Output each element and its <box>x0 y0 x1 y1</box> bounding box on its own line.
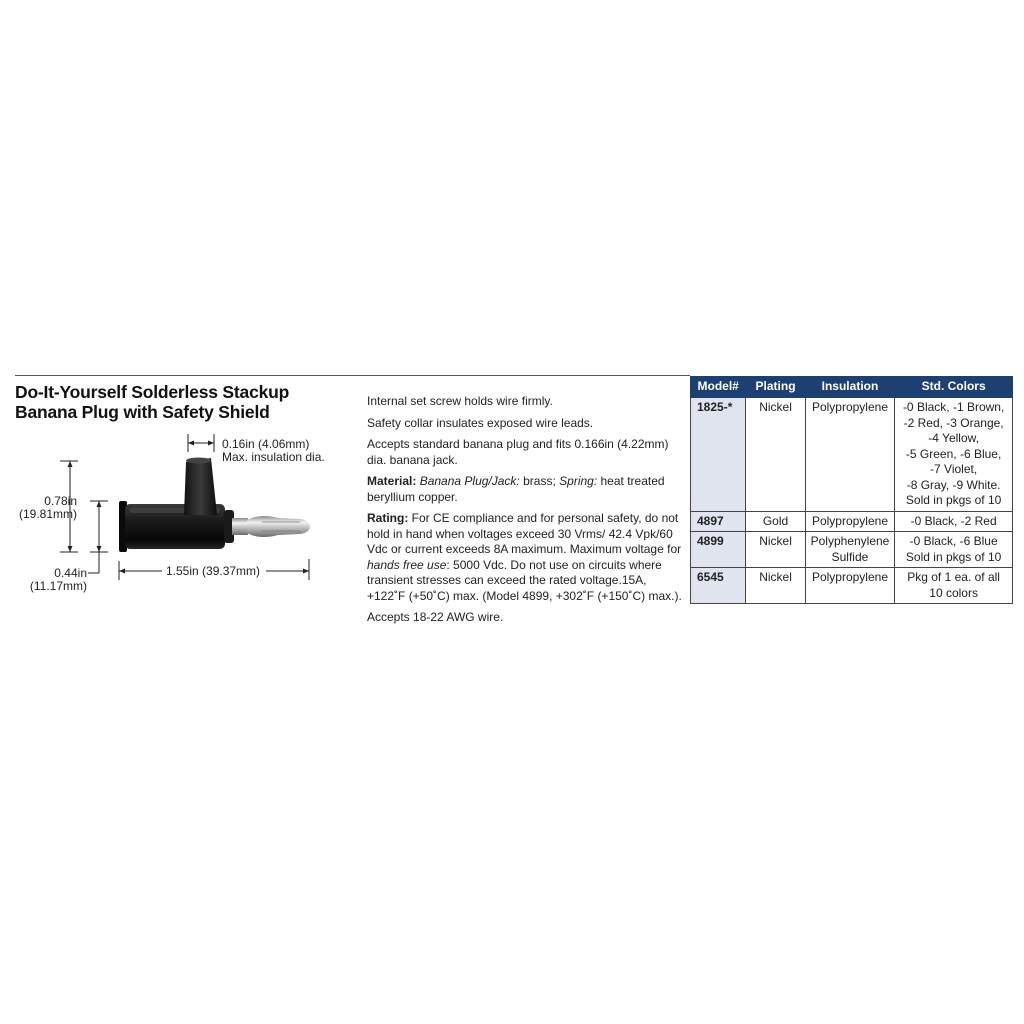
dim-body-height-in: 0.44in <box>54 566 87 580</box>
dim-insulation-dia <box>222 438 325 464</box>
desc-safety-collar: Safety collar insulates exposed wire leads. <box>367 415 594 430</box>
colors-line: -5 Green, -6 Blue, <box>905 446 1002 461</box>
colors-cell <box>895 511 1013 532</box>
dim-insulation-dia-label: Max. insulation dia. <box>222 450 325 464</box>
colors-line: -0 Black, -2 Red <box>910 513 997 528</box>
rating-label: Rating: <box>367 511 409 525</box>
material-spring-label: Spring: <box>559 474 598 488</box>
plating-cell: Nickel <box>746 398 805 512</box>
product-title <box>15 382 365 422</box>
dim-insulation-dia-value: 0.16in (4.06mm) <box>222 437 310 451</box>
section-divider <box>15 375 690 376</box>
desc-rating <box>367 511 682 604</box>
plating-cell: Nickel <box>746 532 805 568</box>
colors-cell <box>895 532 1013 568</box>
dim-body-height-mm: (11.17mm) <box>29 579 87 593</box>
desc-compatibility: Accepts standard banana plug and fits 0.166in (4.22mm) dia. banana jack. <box>367 437 669 467</box>
insulation-line: Polyphenylene <box>810 534 890 548</box>
desc-material <box>367 474 682 505</box>
insulation-cell <box>805 568 895 604</box>
dim-total-height-mm: (19.81mm) <box>18 507 77 521</box>
insulation-line: Polypropylene <box>811 570 888 584</box>
colors-line: -7 Violet, <box>930 462 978 476</box>
dim-total-height-in: 0.78in <box>44 494 77 508</box>
dim-body-height <box>25 567 87 593</box>
table-header-row <box>691 377 1013 398</box>
header-insulation: Insulation <box>805 377 895 398</box>
colors-line: -4 Yellow, <box>928 431 979 445</box>
dim-length: 1.55in (39.37mm) <box>166 564 261 578</box>
header-model: Model# <box>691 377 746 398</box>
material-plug-value: brass; <box>519 474 560 488</box>
dim-total-height <box>17 495 77 521</box>
colors-cell <box>895 568 1013 604</box>
material-plug-label: Banana Plug/Jack: <box>419 474 520 488</box>
desc-set-screw: Internal set screw holds wire firmly. <box>367 394 553 408</box>
table-row <box>691 532 1013 568</box>
colors-line: 10 colors <box>929 585 978 600</box>
product-description <box>367 394 682 632</box>
desc-awg: Accepts 18-22 AWG wire. <box>367 610 504 624</box>
insulation-line: Polypropylene <box>811 513 888 528</box>
colors-line: Pkg of 1 ea. of all <box>907 570 1000 584</box>
model-cell: 1825-* <box>691 398 746 512</box>
material-label: Material: <box>367 474 417 488</box>
colors-line: -8 Gray, -9 White. <box>906 477 1001 492</box>
insulation-cell <box>805 398 895 512</box>
plating-cell: Nickel <box>746 568 805 604</box>
specs-table <box>690 376 1013 604</box>
table-row <box>691 568 1013 604</box>
colors-line: -2 Red, -3 Orange, <box>903 415 1004 430</box>
insulation-cell <box>805 532 895 568</box>
title-line-1: Do-It-Yourself Solderless Stackup <box>15 382 290 402</box>
plating-cell: Gold <box>746 511 805 532</box>
colors-line: -0 Black, -6 Blue <box>909 534 998 548</box>
rating-text-2: : 5000 Vdc. Do not use on circuits where transient stresses can exceed the rated voltage.15A, +122˚F (+50˚C) max. (Model 4899, +302˚F (+150˚C) max.). <box>367 557 682 603</box>
model-cell: 4899 <box>691 532 746 568</box>
insulation-line: Polypropylene <box>811 400 888 414</box>
model-cell: 6545 <box>691 568 746 604</box>
table-row <box>691 511 1013 532</box>
insulation-cell <box>805 511 895 532</box>
material-spring-value: heat treated beryllium copper. <box>367 474 665 504</box>
table-row <box>691 398 1013 512</box>
banana-plug-drawing <box>0 430 360 610</box>
colors-line: -0 Black, -1 Brown, <box>902 400 1005 414</box>
colors-line: Sold in pkgs of 10 <box>905 493 1002 507</box>
header-std-colors: Std. Colors <box>895 377 1013 398</box>
rating-text-1: For CE compliance and for personal safety, do not hold in hand when voltages exceed 30 Vrms/ 42.4 Vpk/60 Vdc or current exceeds 8A maximum. Maximum voltage for <box>367 511 682 556</box>
model-cell: 4897 <box>691 511 746 532</box>
header-plating: Plating <box>746 377 805 398</box>
colors-cell <box>895 398 1013 512</box>
title-line-2: Banana Plug with Safety Shield <box>15 402 270 422</box>
insulation-line: Sulfide <box>831 549 869 564</box>
rating-hands-free: hands free use <box>367 557 447 572</box>
colors-line: Sold in pkgs of 10 <box>905 549 1002 564</box>
